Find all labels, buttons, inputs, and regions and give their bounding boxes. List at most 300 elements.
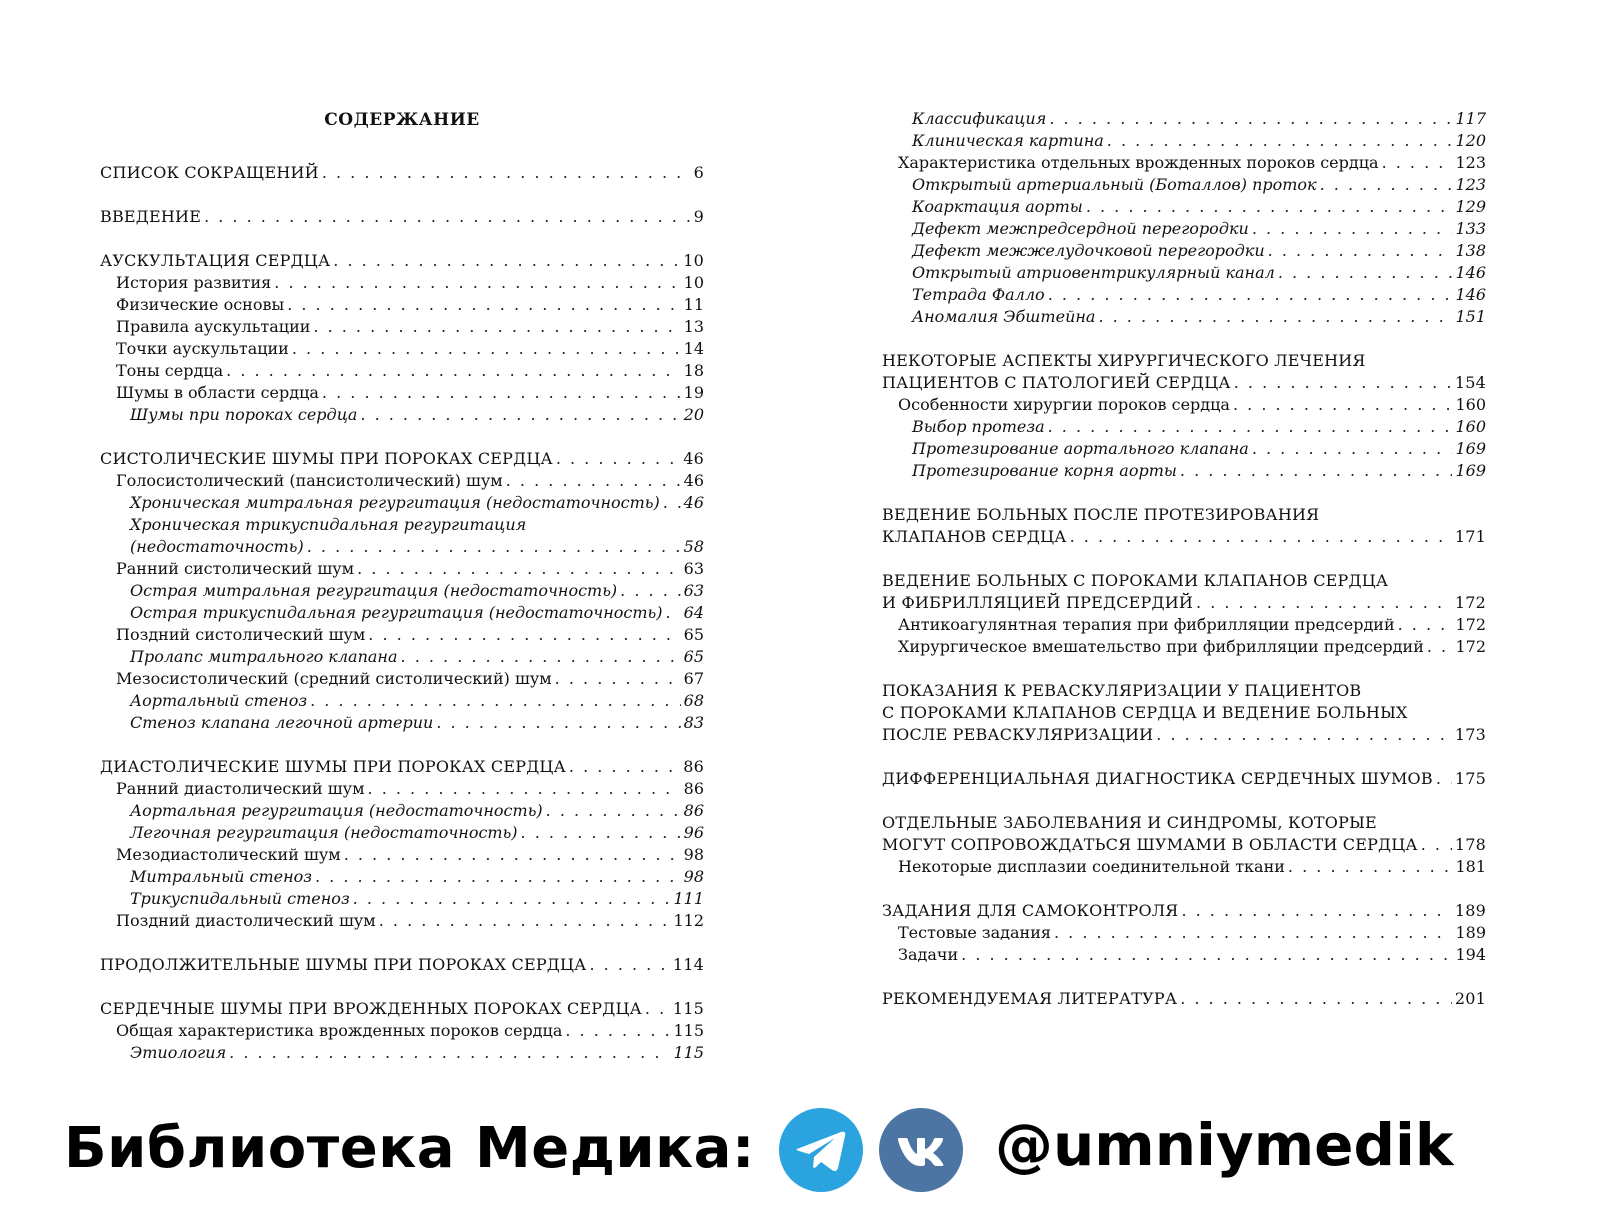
toc-entry-line: [882, 834, 1486, 856]
page-number: 98: [683, 867, 704, 886]
page-number: 175: [1454, 769, 1486, 788]
toc-entry[interactable]: [100, 646, 704, 668]
page-number: 172: [1455, 637, 1486, 656]
dot-leader: [310, 690, 681, 712]
toc-entry-text: Некоторые дисплазии соединительной ткани: [898, 857, 1285, 876]
toc-entry-text: Стеноз клапана легочной артерии: [130, 713, 434, 732]
toc-entry-text: ВЕДЕНИЕ БОЛЬНЫХ ПОСЛЕ ПРОТЕЗИРОВАНИЯ: [882, 505, 1320, 524]
toc-entry[interactable]: [100, 404, 704, 426]
section-gap: [882, 548, 1486, 570]
dot-leader: [401, 646, 681, 668]
toc-entry-text: Ранний диастолический шум: [116, 779, 365, 798]
toc-entry-line: [912, 196, 1486, 218]
toc-entry[interactable]: [100, 558, 704, 580]
toc-entry-line: [912, 460, 1486, 482]
page-number: 86: [683, 779, 704, 798]
dot-leader: [1252, 438, 1453, 460]
page-number: 58: [683, 537, 704, 556]
toc-entry-text: И ФИБРИЛЛЯЦИЕЙ ПРЕДСЕРДИЙ: [882, 593, 1194, 612]
section-gap: [882, 328, 1486, 350]
page-number: 20: [683, 405, 704, 424]
toc-entry-text: Аномалия Эбштейна: [912, 307, 1096, 326]
toc-entry-text: ОТДЕЛЬНЫЕ ЗАБОЛЕВАНИЯ И СИНДРОМЫ, КОТОРЫЕ: [882, 813, 1377, 832]
toc-entry-text: ПРОДОЛЖИТЕЛЬНЫЕ ШУМЫ ПРИ ПОРОКАХ СЕРДЦА: [100, 955, 587, 974]
dot-leader: [322, 382, 681, 404]
toc-entry-text: Хирургическое вмешательство при фибрилляции предсердий: [898, 637, 1424, 656]
toc-entry-text: Поздний диастолический шум: [116, 911, 376, 930]
dot-leader: [555, 668, 681, 690]
dot-leader: [368, 778, 681, 800]
dot-leader: [620, 580, 680, 602]
page-number: 169: [1455, 461, 1486, 480]
page-number: 115: [672, 999, 704, 1018]
page-number: 172: [1454, 593, 1486, 612]
toc-entry[interactable]: [100, 668, 704, 690]
toc-entry-text: Шумы при пороках сердца: [130, 405, 358, 424]
toc-entry-text: Антикоагулянтная терапия при фибрилляции предсердий: [898, 615, 1395, 634]
toc-entry[interactable]: [882, 262, 1486, 284]
toc-left-list: [100, 162, 704, 1064]
toc-entry[interactable]: [100, 756, 704, 778]
dot-leader: [1382, 152, 1453, 174]
toc-entry-text: Коарктация аорты: [912, 197, 1083, 216]
toc-entry[interactable]: [100, 338, 704, 360]
page-number: 65: [683, 625, 704, 644]
page-number: 115: [673, 1021, 704, 1040]
toc-entry[interactable]: [882, 922, 1486, 944]
toc-entry[interactable]: [882, 196, 1486, 218]
toc-entry-text: Пролапс митрального клапана: [130, 647, 398, 666]
toc-entry[interactable]: [100, 316, 704, 338]
toc-entry-text: ЗАДАНИЯ ДЛЯ САМОКОНТРОЛЯ: [882, 901, 1179, 920]
section-gap: [882, 878, 1486, 900]
dot-leader: [1398, 614, 1453, 636]
toc-entry-text: Правила аускультации: [116, 317, 311, 336]
toc-entry-line: [912, 240, 1486, 262]
toc-right-list: [882, 108, 1486, 1010]
vk-icon[interactable]: [879, 1108, 963, 1192]
page-number: 115: [673, 1043, 704, 1062]
toc-entry-line: [898, 614, 1486, 636]
toc-entry-text: Острая трикуспидальная регургитация (недостаточность): [130, 603, 663, 622]
page-number: 11: [683, 295, 704, 314]
toc-entry-line: [882, 900, 1486, 922]
dot-leader: [1268, 240, 1453, 262]
toc-entry[interactable]: [882, 614, 1486, 636]
toc-entry[interactable]: [882, 240, 1486, 262]
toc-entry[interactable]: [882, 988, 1486, 1010]
toc-entry[interactable]: [100, 822, 704, 844]
toc-entry-text: Физические основы: [116, 295, 285, 314]
dot-leader: [1086, 196, 1453, 218]
toc-entry-text: НЕКОТОРЫЕ АСПЕКТЫ ХИРУРГИЧЕСКОГО ЛЕЧЕНИЯ: [882, 351, 1366, 370]
toc-entry-line: [100, 756, 704, 778]
toc-entry[interactable]: [100, 272, 704, 294]
page-number: 114: [672, 955, 704, 974]
toc-entry[interactable]: [100, 866, 704, 888]
toc-entry[interactable]: [882, 394, 1486, 416]
page-number: 172: [1455, 615, 1486, 634]
toc-entry-text: Протезирование корня аорты: [912, 461, 1177, 480]
toc-entry-text: СПИСОК СОКРАЩЕНИЙ: [100, 163, 319, 182]
page-number: 189: [1455, 923, 1486, 942]
toc-entry-line: [130, 888, 704, 910]
page-number: 194: [1455, 945, 1486, 964]
page-number: 64: [683, 603, 704, 622]
toc-left-column: [100, 108, 704, 1064]
toc-entry[interactable]: [882, 636, 1486, 658]
toc-entry-text: История развития: [116, 273, 272, 292]
toc-entry-line: [882, 372, 1486, 394]
toc-entry[interactable]: [100, 580, 704, 602]
dot-leader: [589, 954, 669, 976]
dot-leader: [1436, 768, 1452, 790]
page-number: 68: [683, 691, 704, 710]
page-number: 120: [1455, 131, 1486, 150]
dot-leader: [344, 844, 681, 866]
toc-entry-line: [130, 822, 704, 844]
toc-entry-text: Классификация: [912, 109, 1047, 128]
toc-entry-text: Шумы в области сердца: [116, 383, 319, 402]
toc-entry-text: Дефект межпредсердной перегородки: [912, 219, 1249, 238]
toc-entry-text: Тестовые задания: [898, 923, 1051, 942]
toc-entry[interactable]: [882, 900, 1486, 922]
toc-entry-line: [116, 778, 704, 800]
toc-entry[interactable]: [882, 284, 1486, 306]
dot-leader: [1320, 174, 1453, 196]
toc-entry-text: Аортальный стеноз: [130, 691, 308, 710]
toc-entry-line: [898, 922, 1486, 944]
page-number: 65: [683, 647, 704, 666]
toc-entry-line: [130, 404, 704, 426]
toc-entry-line: [100, 250, 704, 272]
dot-leader: [204, 206, 691, 228]
toc-entry[interactable]: [882, 812, 1486, 856]
dot-leader: [360, 404, 680, 426]
toc-entry-line: [912, 262, 1486, 284]
toc-entry-line: [116, 624, 704, 646]
dot-leader: [663, 492, 681, 514]
dot-leader: [1421, 834, 1452, 856]
page-number: 154: [1454, 373, 1486, 392]
page-number: 67: [683, 669, 704, 688]
toc-entry-line: [116, 272, 704, 294]
toc-entry-text: Поздний систолический шум: [116, 625, 366, 644]
toc-entry[interactable]: [100, 492, 704, 514]
toc-entry-line: [100, 998, 704, 1020]
toc-entry-line: [882, 724, 1486, 746]
toc-entry-line: [100, 448, 704, 470]
dot-leader: [292, 338, 681, 360]
dot-leader: [379, 910, 671, 932]
dot-leader: [506, 470, 681, 492]
toc-entry[interactable]: [100, 448, 704, 470]
toc-entry-line: [912, 218, 1486, 240]
toc-entry-text: Хроническая митральная регургитация (недостаточность): [130, 493, 660, 512]
toc-entry-text: Открытый артериальный (Боталлов) проток: [912, 175, 1317, 194]
toc-entry-line: [898, 856, 1486, 878]
toc-entry[interactable]: [882, 130, 1486, 152]
toc-entry[interactable]: [882, 504, 1486, 548]
page-number: 138: [1455, 241, 1486, 260]
toc-entry-text: СЕРДЕЧНЫЕ ШУМЫ ПРИ ВРОЖДЕННЫХ ПОРОКАХ СЕРДЦА: [100, 999, 642, 1018]
toc-entry[interactable]: [100, 690, 704, 712]
toc-entry-text: Легочная регургитация (недостаточность): [130, 823, 518, 842]
toc-entry[interactable]: [100, 162, 704, 184]
toc-entry[interactable]: [882, 152, 1486, 174]
dot-leader: [1234, 372, 1452, 394]
dot-leader: [1054, 922, 1452, 944]
toc-entry-text: С ПОРОКАМИ КЛАПАНОВ СЕРДЦА И ВЕДЕНИЕ БОЛЬНЫХ: [882, 703, 1408, 722]
toc-entry-line: [130, 800, 704, 822]
dot-leader: [1048, 416, 1453, 438]
toc-entry-text: СИСТОЛИЧЕСКИЕ ШУМЫ ПРИ ПОРОКАХ СЕРДЦА: [100, 449, 553, 468]
toc-entry-line: [882, 988, 1486, 1010]
dot-leader: [333, 250, 680, 272]
page-number: 98: [683, 845, 704, 864]
toc-entry[interactable]: [100, 624, 704, 646]
page-number: 9: [693, 207, 704, 226]
toc-entry-line: [882, 768, 1486, 790]
page-number: 133: [1455, 219, 1486, 238]
toc-entry-line: [116, 844, 704, 866]
dot-leader: [1070, 526, 1452, 548]
toc-entry[interactable]: [100, 360, 704, 382]
toc-entry-text: Выбор протеза: [912, 417, 1045, 436]
toc-entry-text: Мезодиастолический шум: [116, 845, 341, 864]
toc-entry-text: Задачи: [898, 945, 959, 964]
toc-entry-line: [912, 306, 1486, 328]
page-number: 19: [683, 383, 704, 402]
toc-entry-line: [100, 954, 704, 976]
toc-entry-line: [116, 338, 704, 360]
page-number: 181: [1455, 857, 1486, 876]
dot-leader: [565, 1020, 670, 1042]
toc-entry-text: ПАЦИЕНТОВ С ПАТОЛОГИЕЙ СЕРДЦА: [882, 373, 1231, 392]
toc-entry[interactable]: [100, 712, 704, 734]
toc-entry-text: Мезосистолический (средний систолический) шум: [116, 669, 552, 688]
toc-entry[interactable]: [100, 800, 704, 822]
toc-title: СОДЕРЖАНИЕ: [324, 110, 480, 130]
toc-entry-line: [130, 712, 704, 734]
toc-entry-text: Хроническая трикуспидальная регургитация: [130, 515, 527, 534]
toc-entry[interactable]: [100, 206, 704, 228]
dot-leader: [521, 822, 681, 844]
toc-entry-text: Тоны сердца: [116, 361, 224, 380]
dot-leader: [1278, 262, 1453, 284]
toc-entry-line: [116, 1020, 704, 1042]
toc-entry[interactable]: [100, 470, 704, 492]
toc-entry-line: [116, 558, 704, 580]
page-number: 96: [683, 823, 704, 842]
toc-entry-text: ВВЕДЕНИЕ: [100, 207, 202, 226]
toc-entry[interactable]: [882, 306, 1486, 328]
toc-entry-line: [116, 910, 704, 932]
page-number: 178: [1454, 835, 1486, 854]
dot-leader: [357, 558, 681, 580]
toc-entry[interactable]: [882, 768, 1486, 790]
toc-entry[interactable]: [100, 910, 704, 932]
toc-entry-line: [116, 360, 704, 382]
toc-entry-line: [882, 526, 1486, 548]
dot-leader: [322, 162, 691, 184]
dot-leader: [1048, 284, 1453, 306]
dot-leader: [645, 998, 670, 1020]
page-number: 189: [1454, 901, 1486, 920]
page-number: 112: [673, 911, 704, 930]
toc-entry-text: ВЕДЕНИЕ БОЛЬНЫХ С ПОРОКАМИ КЛАПАНОВ СЕРДЦА: [882, 571, 1389, 590]
section-gap: [100, 426, 704, 448]
toc-entry-line: [116, 470, 704, 492]
dot-leader: [1107, 130, 1453, 152]
toc-entry[interactable]: [882, 944, 1486, 966]
page-number: 10: [683, 273, 704, 292]
toc-entry-text: (недостаточность): [130, 537, 304, 556]
dot-leader: [569, 756, 680, 778]
toc-entry-text: ПОСЛЕ РЕВАСКУЛЯРИЗАЦИИ: [882, 725, 1154, 744]
page-number: 14: [683, 339, 704, 358]
toc-entry[interactable]: [882, 416, 1486, 438]
toc-entry[interactable]: [100, 954, 704, 976]
toc-entry-line: [100, 162, 704, 184]
page-number: 46: [683, 471, 704, 490]
toc-entry-line: [130, 602, 704, 624]
section-gap: [882, 966, 1486, 988]
toc-entry-text: Протезирование аортального клапана: [912, 439, 1249, 458]
dot-leader: [1233, 394, 1452, 416]
page-number: 146: [1455, 285, 1486, 304]
page-number: 13: [683, 317, 704, 336]
page-number: 117: [1455, 109, 1486, 128]
page-number: 10: [683, 251, 704, 270]
toc-entry[interactable]: [100, 250, 704, 272]
dot-leader: [1049, 108, 1452, 130]
toc-entry-line: [116, 316, 704, 338]
toc-entry-line: [912, 130, 1486, 152]
toc-entry[interactable]: [882, 680, 1486, 746]
dot-leader: [226, 360, 681, 382]
toc-entry-text: Характеристика отдельных врожденных пороков сердца: [898, 153, 1379, 172]
toc-entry-line: [130, 690, 704, 712]
toc-entry-text: Трикуспидальный стеноз: [130, 889, 350, 908]
toc-entry-text: Особенности хирургии пороков сердца: [898, 395, 1230, 414]
toc-entry-line: [130, 646, 704, 668]
toc-entry[interactable]: [882, 460, 1486, 482]
toc-entry-text: Тетрада Фалло: [912, 285, 1045, 304]
toc-entry-line: [116, 668, 704, 690]
toc-entry-line: [116, 294, 704, 316]
toc-entry-text: Митральный стеноз: [130, 867, 312, 886]
toc-entry[interactable]: [882, 108, 1486, 130]
page-number: 123: [1455, 153, 1486, 172]
page-number: 18: [683, 361, 704, 380]
page-number: 83: [683, 713, 704, 732]
toc-entry-line: [130, 866, 704, 888]
toc-entry-text: ПОКАЗАНИЯ К РЕВАСКУЛЯРИЗАЦИИ У ПАЦИЕНТОВ: [882, 681, 1362, 700]
toc-entry-text: ДИАСТОЛИЧЕСКИЕ ШУМЫ ПРИ ПОРОКАХ СЕРДЦА: [100, 757, 566, 776]
toc-entry[interactable]: [882, 570, 1486, 614]
toc-entry-text: Аортальная регургитация (недостаточность): [130, 801, 543, 820]
section-gap: [100, 228, 704, 250]
toc-entry-text: Ранний систолический шум: [116, 559, 355, 578]
dot-leader: [1156, 724, 1452, 746]
page-number: 169: [1455, 439, 1486, 458]
telegram-icon[interactable]: [779, 1108, 863, 1192]
toc-entry-line: [898, 152, 1486, 174]
toc-entry-text: Общая характеристика врожденных пороков сердца: [116, 1021, 563, 1040]
section-gap: [100, 734, 704, 756]
dot-leader: [1252, 218, 1453, 240]
section-gap: [882, 746, 1486, 768]
page-number: 46: [683, 449, 704, 468]
page-number: 201: [1454, 989, 1486, 1008]
footer-title: Библиотека Медика:: [64, 1116, 755, 1181]
toc-entry-text: РЕКОМЕНДУЕМАЯ ЛИТЕРАТУРА: [882, 989, 1178, 1008]
toc-entry-line: [882, 592, 1486, 614]
page-number: 160: [1455, 417, 1486, 436]
toc-entry[interactable]: [882, 438, 1486, 460]
toc-entry-text: Клиническая картина: [912, 131, 1104, 150]
toc-entry-line: [912, 438, 1486, 460]
page-number: 146: [1455, 263, 1486, 282]
toc-entry-text: Этиология: [130, 1043, 227, 1062]
toc-entry-text: АУСКУЛЬТАЦИЯ СЕРДЦА: [100, 251, 331, 270]
toc-entry[interactable]: [882, 218, 1486, 240]
toc-entry[interactable]: [100, 888, 704, 910]
toc-entry[interactable]: [100, 382, 704, 404]
toc-entry[interactable]: [882, 350, 1486, 394]
dot-leader: [436, 712, 680, 734]
toc-entry-text: МОГУТ СОПРОВОЖДАТЬСЯ ШУМАМИ В ОБЛАСТИ СЕРДЦА: [882, 835, 1418, 854]
dot-leader: [1180, 460, 1453, 482]
page-number: 86: [683, 757, 704, 776]
toc-entry-line: [130, 1042, 704, 1064]
toc-entry[interactable]: [100, 844, 704, 866]
footer-handle[interactable]: @umniymedik: [995, 1111, 1454, 1179]
section-gap: [882, 658, 1486, 680]
section-gap: [882, 482, 1486, 504]
toc-entry[interactable]: [100, 514, 704, 558]
toc-right-column: [882, 108, 1486, 1010]
toc-entry[interactable]: [100, 1042, 704, 1064]
dot-leader: [353, 888, 671, 910]
toc-entry[interactable]: [100, 998, 704, 1020]
dot-leader: [1288, 856, 1453, 878]
toc-entry-line: [898, 394, 1486, 416]
toc-entry-line: [130, 492, 704, 514]
dot-leader: [1427, 636, 1453, 658]
toc-entry[interactable]: [882, 174, 1486, 196]
page-number: 6: [693, 163, 704, 182]
page-number: 123: [1455, 175, 1486, 194]
toc-entry[interactable]: [882, 856, 1486, 878]
page-number: 160: [1455, 395, 1486, 414]
page-number: 129: [1455, 197, 1486, 216]
page-number: 86: [683, 801, 704, 820]
dot-leader: [1098, 306, 1452, 328]
toc-entry-line: [130, 580, 704, 602]
page-number: 111: [673, 889, 704, 908]
toc-entry[interactable]: [100, 602, 704, 624]
toc-entry[interactable]: [100, 778, 704, 800]
page-number: 63: [683, 581, 704, 600]
dot-leader: [274, 272, 680, 294]
dot-leader: [307, 536, 681, 558]
toc-entry-line: [100, 206, 704, 228]
toc-entry[interactable]: [100, 294, 704, 316]
toc-entry[interactable]: [100, 1020, 704, 1042]
dot-leader: [229, 1042, 670, 1064]
